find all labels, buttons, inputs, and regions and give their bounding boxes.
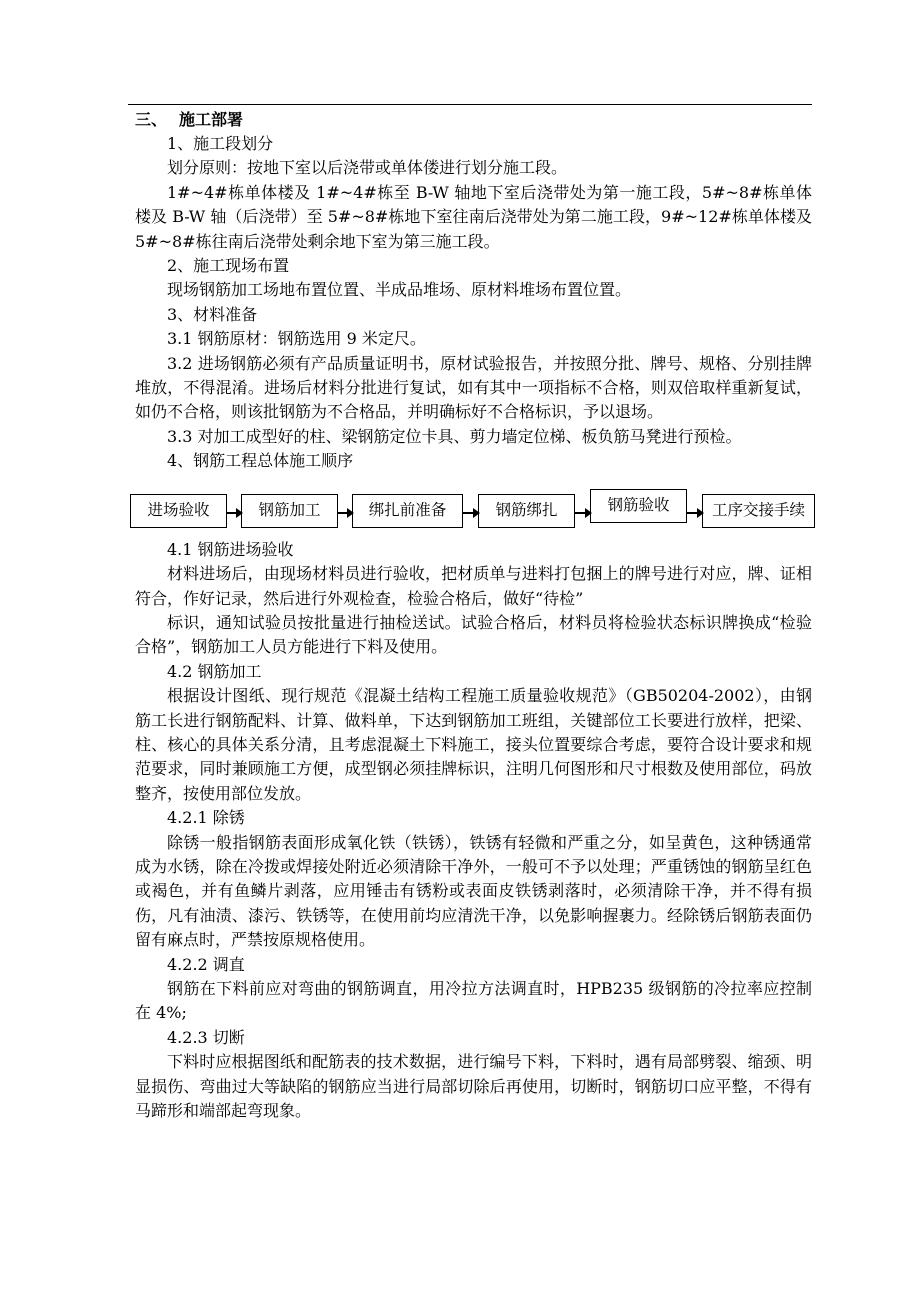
- paragraph: 3.2 进场钢筋必须有产品质量证明书，原材试验报告，并按照分批、牌号、规格、分别挂牌堆放，不得混淆。进场后材料分批进行复试，如有其中一项指标不合格，则双倍取样重新复试，如仍不合格，则该批钢筋为不合格品，并明确标好不合格标识，予以退场。: [135, 353, 812, 422]
- section-title: [135, 108, 812, 132]
- flow-step-inspection: 进场验收: [130, 494, 227, 528]
- heading-3: 3、材料准备: [167, 304, 258, 324]
- document-body: [135, 108, 812, 1123]
- flow-arrow: [227, 512, 241, 514]
- heading-4-2-1: 4.2.1 除锈: [167, 808, 245, 828]
- paragraph: 标识，通知试验员按批量进行抽检送试。试验合格后，材料员将检验状态标识牌换成“检验合格”，钢筋加工人员方能进行下料及使用。: [135, 612, 812, 657]
- paragraph: 根据设计图纸、现行规范《混凝土结构工程施工质量验收规范》（GB50204-2002），由钢筋工长进行钢筋配料、计算、做料单，下达到钢筋加工班组，关键部位工长要进行放样，把梁、柱、核心的具体关系分清，且考虑混凝土下料施工，接头位置要综合考虑，要符合设计要求和规范要求，同时兼顾施工方便，成型钢必须挂牌标识，注明几何图形和尺寸根数及使用部位，码放整齐，按使用部位发放。: [135, 686, 812, 803]
- heading-4-2-3: 4.2.3 切断: [167, 1027, 245, 1047]
- flow-arrow: [575, 512, 590, 514]
- paragraph: 除锈一般指钢筋表面形成氧化铁（铁锈），铁锈有轻微和严重之分，如呈黄色，这种锈通常成为水锈，除在冷拨或焊接处附近必须清除干净外，一般可不予以处理；严重锈蚀的钢筋呈红色或褐色，并有鱼鳞片剥落，应用锤击有锈粉或表面皮铁锈剥落时，必须清除干净，并不得有损伤，凡有油渍、漆污、铁锈等，在使用前均应清洗干净，以免影响握裹力。经除锈后钢筋表面仍留有麻点时，严禁按原规格使用。: [135, 832, 812, 950]
- paragraph: 3.3 对加工成型好的柱、梁钢筋定位卡具、剪力墙定位梯、板负筋马凳进行预检。: [167, 426, 742, 446]
- flow-arrow: [687, 512, 702, 514]
- heading-4-2-2: 4.2.2 调直: [167, 954, 245, 974]
- flow-step-handover: 工序交接手续: [702, 494, 815, 528]
- heading-4-2: 4.2 钢筋加工: [167, 661, 262, 681]
- flow-step-binding-prep: 绑扎前准备: [352, 494, 463, 528]
- paragraph: 3.1 钢筋原材：钢筋选用 9 米定尺。: [167, 329, 426, 349]
- heading-2: 2、施工现场布置: [167, 256, 290, 276]
- process-flowchart: [135, 488, 812, 538]
- paragraph: 钢筋在下料前应对弯曲的钢筋调直，用冷拉方法调直时，HPB235 级钢筋的冷拉率应控制在 4%;: [135, 979, 812, 1023]
- paragraph: 下料时应根据图纸和配筋表的技术数据，进行编号下料，下料时，遇有局部劈裂、缩颈、明显损伤、弯曲过大等缺陷的钢筋应当进行局部切除后再使用，切断时，钢筋切口应平整，不得有马蹄形和端部起弯现象。: [135, 1052, 812, 1121]
- paragraph: 划分原则：按地下室以后浇带或单体偻进行划分施工段。: [167, 158, 568, 178]
- heading-1: 1、施工段划分: [167, 134, 274, 153]
- paragraph: 材料进场后，由现场材料员进行验收，把材质单与进料打包捆上的牌号进行对应，牌、证相符合，作好记录，然后进行外观检查，检验合格后，做好“待检”: [135, 564, 812, 608]
- section-number: 三、: [135, 110, 168, 129]
- paragraph: 1#~4#栋单体楼及 1#~4#栋至 B-W 轴地下室后浇带处为第一施工段，5#~8#栋单体楼及 B-W 轴（后浇带）至 5#~8#栋地下室往南后浇带处为第二施工段，9#~12#栋单体楼及 5#~8#栋往南后浇带处剩余地下室为第三施工段。: [135, 182, 812, 251]
- header-rule: [128, 104, 812, 105]
- heading-4: 4、钢筋工程总体施工顺序: [167, 451, 354, 471]
- heading-4-1: 4.1 钢筋进场验收: [167, 539, 294, 559]
- flow-step-acceptance: 钢筋验收: [590, 489, 687, 523]
- section-title-text: 施工部署: [179, 110, 244, 129]
- flow-step-binding: 钢筋绑扎: [478, 494, 575, 528]
- paragraph: 现场钢筋加工场地布置位置、半成品堆场、原材料堆场布置位置。: [167, 280, 632, 300]
- flow-arrow: [338, 512, 352, 514]
- flow-step-processing: 钢筋加工: [241, 494, 338, 528]
- flow-arrow: [463, 512, 478, 514]
